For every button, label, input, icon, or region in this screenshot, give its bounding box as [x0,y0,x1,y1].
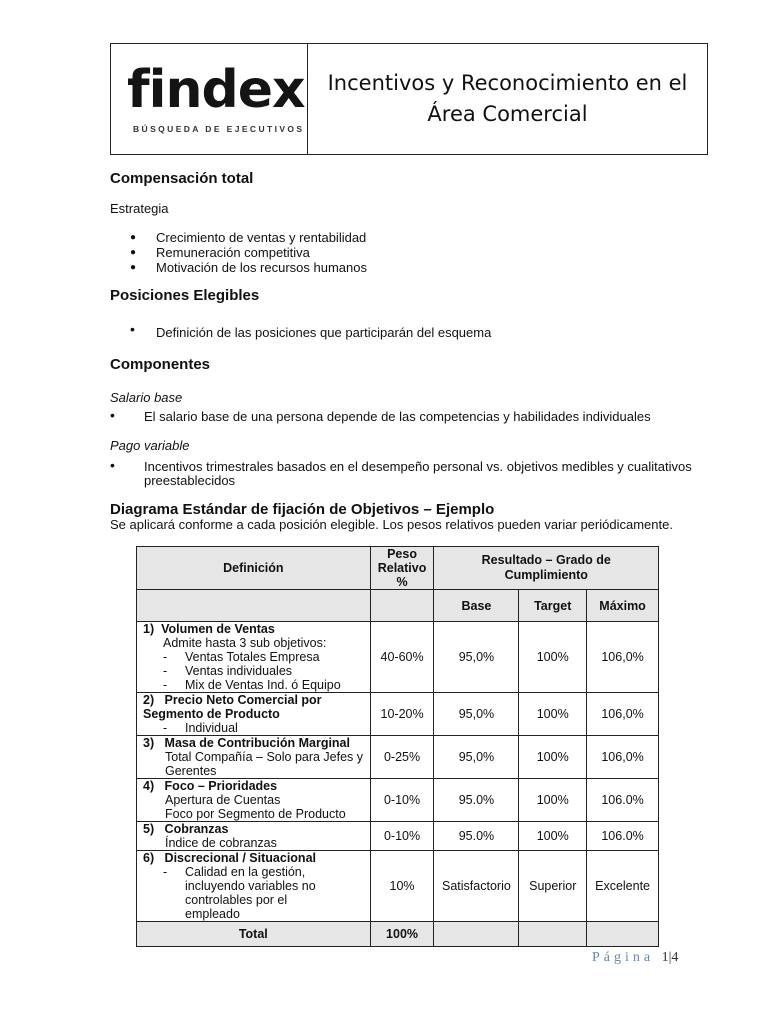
header-base: Base [434,590,519,622]
list-item: ● Motivación de los recursos humanos [130,260,367,275]
row-definition: 5) Cobranzas Índice de cobranzas [137,822,371,851]
row-definition: 6) Discrecional / Situacional - Calidad en la gestión, incluyendo variables no controlables por el empleado [137,851,371,922]
total-empty [519,922,587,947]
table-row [137,693,659,736]
table-header-row [137,547,659,590]
header-maximo: Máximo [587,590,659,622]
title-line-2: Área Comercial [427,102,588,126]
header-empty [137,590,371,622]
page-label: Página [592,950,655,965]
maximo-cell: 106,0% [587,693,659,736]
logo-wordmark: findex [127,60,305,120]
logo-tagline: BÚSQUEDA DE EJECUTIVOS [133,124,305,134]
header-empty [370,590,434,622]
header-resultado: Resultado – Grado de Cumplimiento [434,547,659,590]
logo [111,44,308,154]
target-cell: 100% [519,779,587,822]
estrategia-list [130,230,367,275]
table-subheader-row [137,590,659,622]
row-definition: 3) Masa de Contribución Marginal Total Compañía – Solo para Jefes y Gerentes [137,736,371,779]
peso-cell: 40-60% [370,622,434,693]
document-header [110,43,708,155]
table-total-row [137,922,659,947]
header-target: Target [519,590,587,622]
base-cell: Satisfactorio [434,851,519,922]
table-row [137,822,659,851]
bullet-icon: ● [130,247,137,258]
total-empty [587,922,659,947]
total-empty [434,922,519,947]
base-cell: 95,0% [434,693,519,736]
maximo-cell: Excelente [587,851,659,922]
bullet-icon: • [110,407,115,423]
peso-cell: 0-25% [370,736,434,779]
bullet-icon: • [130,321,135,337]
title-line-1: Incentivos y Reconocimiento en el [327,71,688,95]
diagrama-heading: Diagrama Estándar de fijación de Objetivos – Ejemplo [110,501,495,518]
posiciones-heading: Posiciones Elegibles [110,287,260,304]
maximo-cell: 106,0% [587,736,659,779]
page-footer [592,950,678,966]
maximo-cell: 106.0% [587,779,659,822]
page-number: 1|4 [661,950,679,965]
row-definition: 2) Precio Neto Comercial por Segmento de Producto - Individual [137,693,371,736]
base-cell: 95.0% [434,779,519,822]
document-title [328,68,688,130]
target-cell: Superior [519,851,587,922]
target-cell: 100% [519,736,587,779]
pago-label: Pago variable [110,438,190,453]
row-definition: 1) Volumen de Ventas Admite hasta 3 sub objetivos: - Ventas Totales Empresa - Ventas individuales - Mix de Ventas Ind. ó Equipo [137,622,371,693]
list-item: ● Crecimiento de ventas y rentabilidad [130,230,367,245]
list-item: • Definición de las posiciones que participarán del esquema [130,321,492,340]
table-row [137,736,659,779]
base-cell: 95,0% [434,622,519,693]
table-row [137,622,659,693]
bullet-icon: • [110,457,115,473]
maximo-cell: 106,0% [587,622,659,693]
diagrama-subtitle: Se aplicará conforme a cada posición elegible. Los pesos relativos pueden variar periódicamente. [110,517,673,532]
componentes-heading: Componentes [110,356,211,373]
base-cell: 95,0% [434,736,519,779]
row-definition: 4) Foco – Prioridades Apertura de Cuentas Foco por Segmento de Producto [137,779,371,822]
total-label: Total [137,922,371,947]
peso-cell: 0-10% [370,822,434,851]
bullet-icon: ● [130,262,137,273]
compensacion-heading: Compensación total [110,170,254,187]
peso-cell: 10-20% [370,693,434,736]
table-row [137,779,659,822]
posiciones-list [130,321,492,340]
total-value: 100% [370,922,434,947]
title-cell [308,44,707,154]
peso-cell: 10% [370,851,434,922]
peso-cell: 0-10% [370,779,434,822]
header-definicion: Definición [137,547,371,590]
list-item: ● Remuneración competitiva [130,245,310,260]
header-peso: Peso Relativo % [370,547,434,590]
target-cell: 100% [519,822,587,851]
base-cell: 95.0% [434,822,519,851]
salario-label: Salario base [110,390,183,405]
bullet-icon: ● [130,232,137,243]
maximo-cell: 106.0% [587,822,659,851]
table-row [137,851,659,922]
target-cell: 100% [519,622,587,693]
objectives-table [136,546,659,947]
target-cell: 100% [519,693,587,736]
estrategia-label: Estrategia [110,201,169,216]
